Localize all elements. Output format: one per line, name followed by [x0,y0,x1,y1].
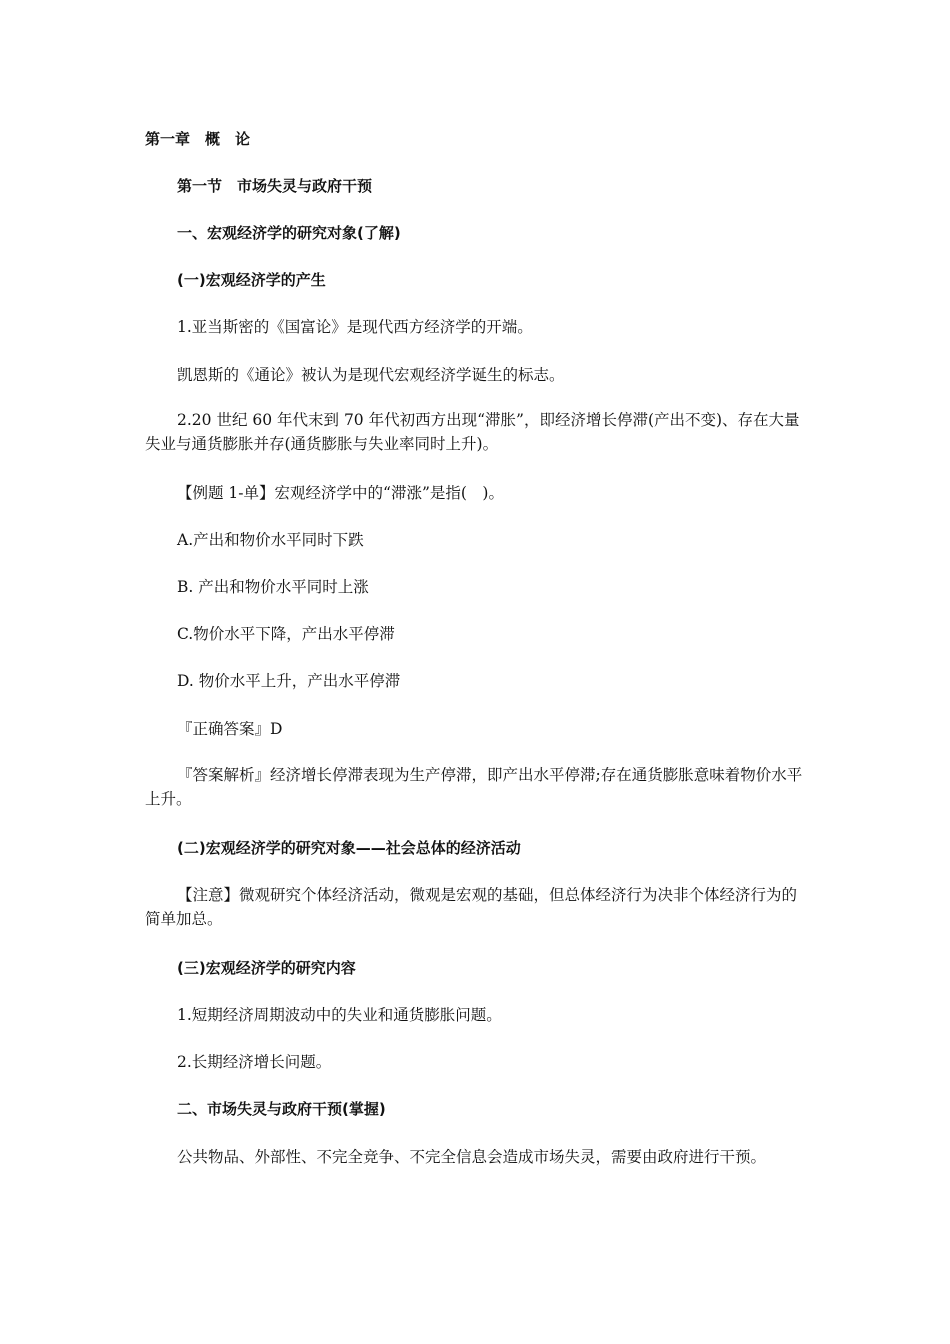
subheading-one: (一)宏观经济学的产生 [177,271,326,289]
heading-two: 二、市场失灵与政府干预(掌握) [177,1100,386,1118]
option-c: C.物价水平下降，产出水平停滞 [177,625,395,643]
section-title: 第一节 市场失灵与政府干预 [177,177,373,195]
paragraph-last: 公共物品、外部性、不完全竞争、不完全信息会造成市场失灵，需要由政府进行干预。 [177,1148,767,1166]
example-question: 【例题 1-单】宏观经济学中的“滞涨”是指( )。 [177,484,504,502]
option-a: A.产出和物价水平同时下跌 [177,531,364,549]
heading-one: 一、宏观经济学的研究对象(了解) [177,224,401,242]
correct-answer: 『正确答案』D [177,720,283,738]
note-paragraph: 【注意】微观研究个体经济活动，微观是宏观的基础，但总体经济行为决非个体经济行为的简单加总。 [145,886,798,928]
subheading-three: (三)宏观经济学的研究内容 [177,959,356,977]
subheading-two: (二)宏观经济学的研究对象——社会总体的经济活动 [177,839,521,857]
option-d: D. 物价水平上升，产出水平停滞 [177,672,401,690]
content-item-2: 2.长期经济增长问题。 [177,1053,332,1071]
answer-analysis: 『答案解析』经济增长停滞表现为生产停滞，即产出水平停滞;存在通货膨胀意味着物价水平上升。 [145,766,803,808]
option-b: B. 产出和物价水平同时上涨 [177,578,369,596]
paragraph-1: 1.亚当斯密的《国富论》是现代西方经济学的开端。 [177,318,533,336]
chapter-title: 第一章 概 论 [145,130,251,148]
content-item-1: 1.短期经济周期波动中的失业和通货膨胀问题。 [177,1006,502,1024]
paragraph-3: 2.20 世纪 60 年代末到 70 年代初西方出现“滞胀”，即经济增长停滞(产出不变)、存在大量失业与通货膨胀并存(通货膨胀与失业率同时上升)。 [145,411,800,453]
paragraph-2: 凯恩斯的《通论》被认为是现代宏观经济学诞生的标志。 [177,366,565,384]
